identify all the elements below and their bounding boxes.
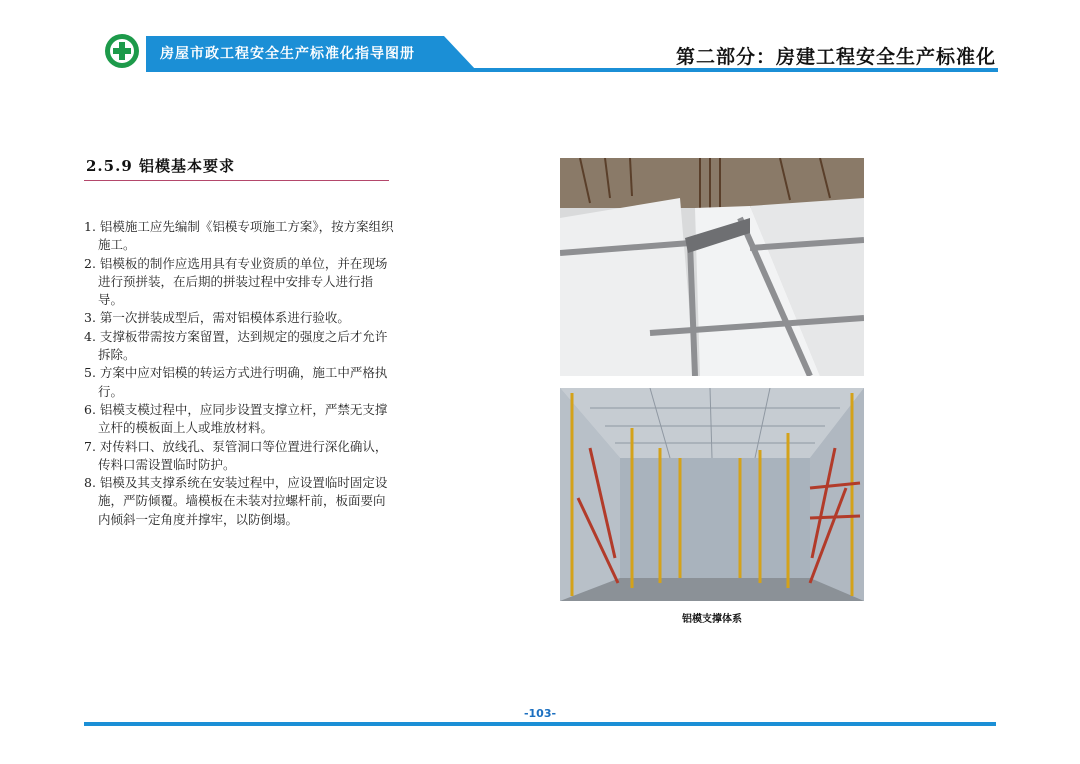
support-system-photo — [560, 388, 864, 601]
green-cross-safety-icon — [105, 34, 139, 68]
section-part-title: 第二部分：房建工程安全生产标准化 — [675, 46, 996, 68]
list-item: 3. 第一次拼装成型后，需对铝模体系进行验收。 — [84, 310, 350, 326]
section-heading-rule — [84, 180, 389, 181]
list-item: 7. 对传料口、放线孔、泵管洞口等位置进行深化确认，传料口需设置临时防护。 — [84, 438, 388, 472]
list-item: 1. 铝模施工应先编制《铝模专项施工方案》，按方案组织施工。 — [84, 219, 394, 253]
list-item: 6. 铝模支模过程中，应同步设置支撑立杆，严禁无支撑立杆的模板面上人或堆放材料。 — [84, 401, 388, 436]
page-number: -103- — [523, 707, 557, 720]
list-item: 4. 支撑板带需按方案留置，达到规定的强度之后才允许拆除。 — [84, 328, 388, 363]
list-item: 2. 铝模板的制作应选用具有专业资质的单位，并在现场进行预拼装，在后期的拼装过程中安排专人进行指导。 — [84, 255, 388, 308]
list-item: 8. 铝模及其支撑系统在安装过程中，应设置临时固定设施，严防倾覆。墙模板在未装对拉螺杆前，板面要向内倾斜一定角度并撑牢，以防倒塌。 — [84, 475, 388, 527]
formwork-deck-photo — [560, 158, 864, 376]
page-header — [0, 0, 1080, 80]
figure-caption: 铝模支撑体系 — [682, 614, 742, 625]
requirements-list — [84, 218, 394, 529]
header-tab-title: 房屋市政工程安全生产标准化指导图册 — [160, 46, 415, 62]
section-heading: 2.5.9 铝模基本要求 — [86, 157, 235, 175]
footer-divider — [84, 722, 996, 726]
list-item: 5. 方案中应对铝模的转运方式进行明确，施工中严格执行。 — [84, 365, 388, 399]
